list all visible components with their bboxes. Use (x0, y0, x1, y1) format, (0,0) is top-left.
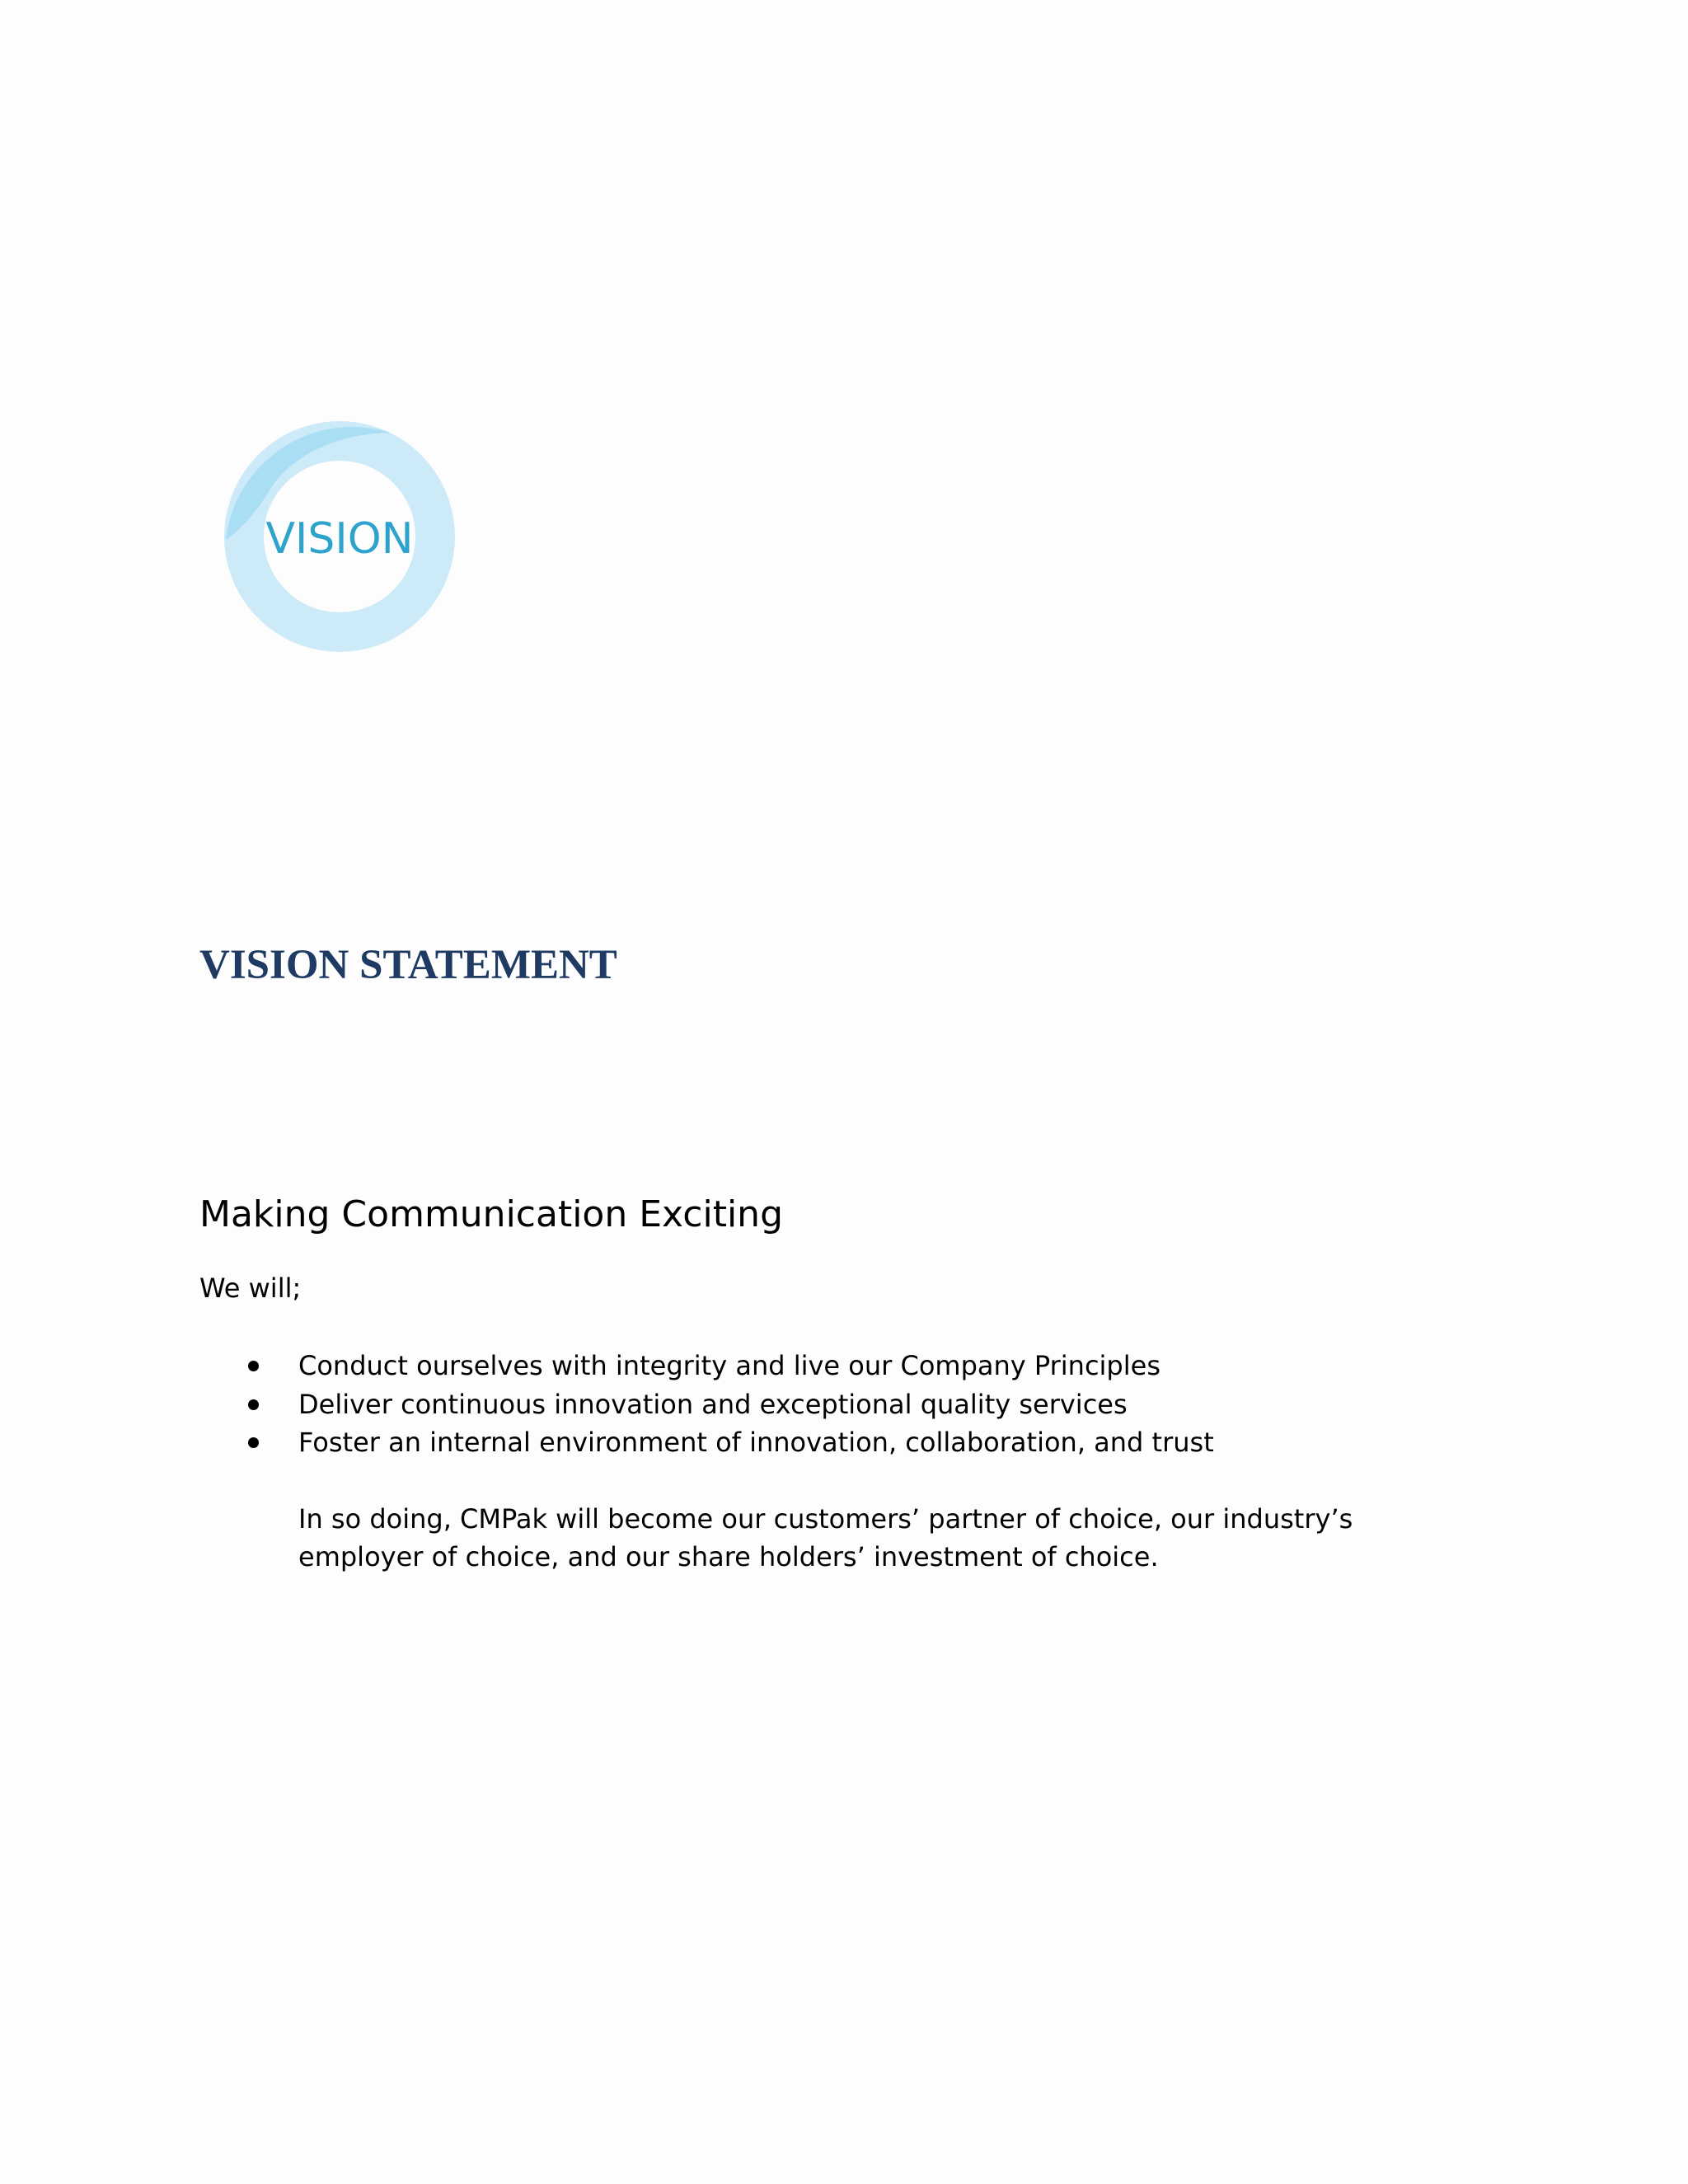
list-item-text: Foster an internal environment of innovation, collaboration, and trust (298, 1427, 1214, 1458)
bullet-icon (248, 1361, 259, 1371)
list-item-text: Conduct ourselves with integrity and live our Company Principles (298, 1350, 1160, 1381)
closing-paragraph: In so doing, CMPak will become our customers’ partner of choice, our industry’s employer of choice, and our share holders’ investment of choice. (298, 1503, 1353, 1572)
logo-text: VISION (265, 514, 414, 564)
list-item-text: Deliver continuous innovation and exceptional quality services (298, 1388, 1128, 1420)
bullet-icon (248, 1437, 259, 1448)
page-heading: VISION STATEMENT (199, 942, 617, 988)
vision-tagline: Making Communication Exciting (199, 1193, 783, 1235)
bullet-icon (248, 1399, 259, 1410)
vision-logo (218, 416, 465, 663)
intro-text: We will; (199, 1272, 302, 1304)
